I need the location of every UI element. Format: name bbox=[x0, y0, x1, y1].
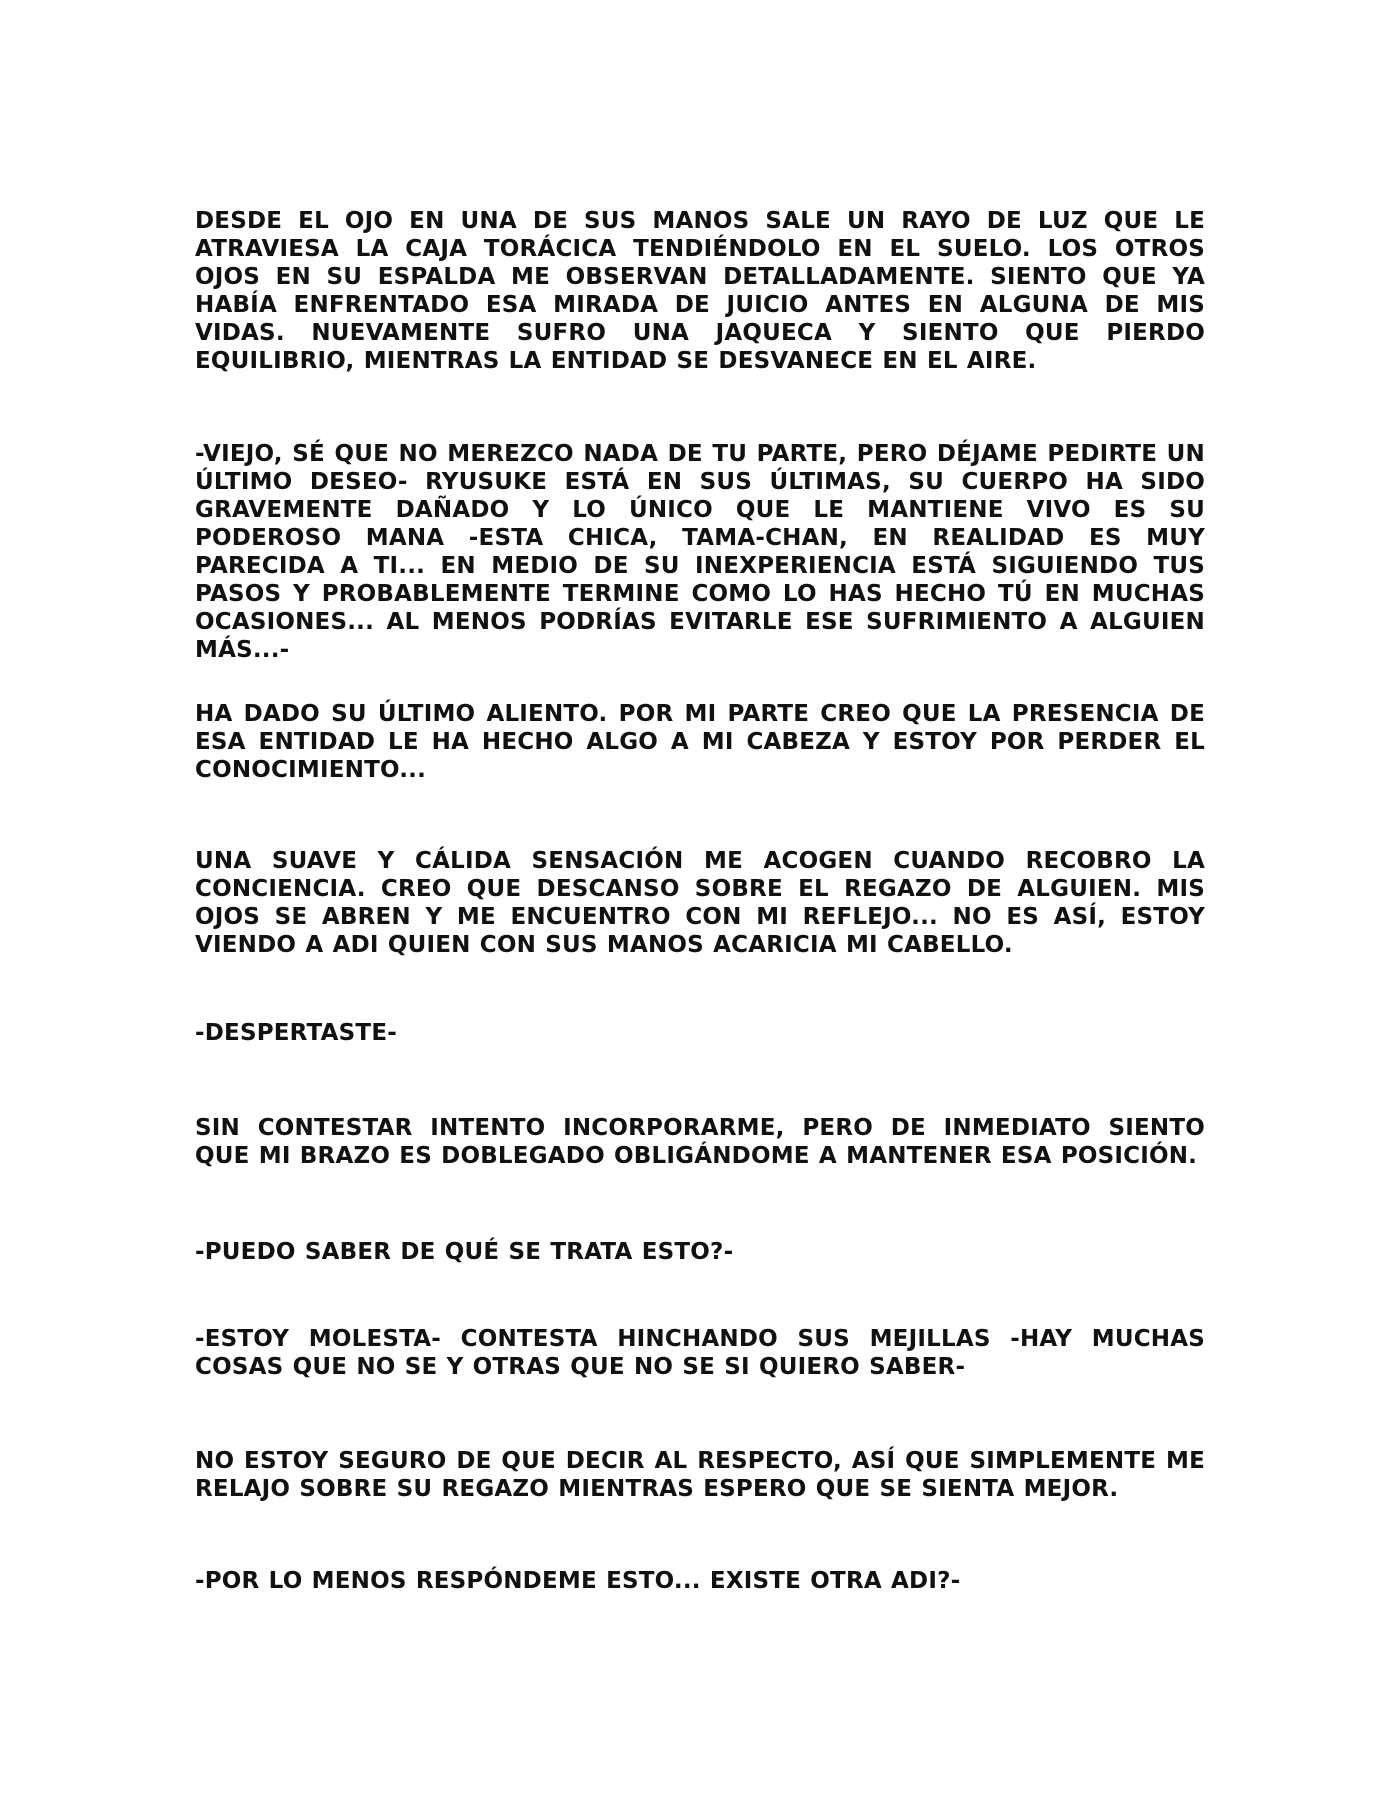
paragraph-2: -VIEJO, SÉ QUE NO MEREZCO NADA DE TU PARTE, PERO DÉJAME PEDIRTE UN ÚLTIMO DESEO- RYUSUKE ESTÁ EN SUS ÚLTIMAS, SU CUERPO HA SIDO GRAVEMENTE DAÑADO Y LO ÚNICO QUE LE MANTIENE VIVO ES SU PODEROSO MANA -ESTA CHICA, TAMA-CHAN, EN REALIDAD ES MUY PARECIDA A TI... EN MEDIO DE SU INEXPERIENCIA ESTÁ SIGUIENDO TUS PASOS Y PROBABLEMENTE TERMINE COMO LO HAS HECHO TÚ EN MUCHAS OCASIONES... AL MENOS PODRÍAS EVITARLE ESE SUFRIMIENTO A ALGUIEN MÁS...- bbox=[195, 441, 1205, 663]
paragraph-6: SIN CONTESTAR INTENTO INCORPORARME, PERO DE INMEDIATO SIENTO QUE MI BRAZO ES DOBLEGADO OBLIGÁNDOME A MANTENER ESA POSICIÓN. bbox=[195, 1115, 1205, 1169]
paragraph-9: NO ESTOY SEGURO DE QUE DECIR AL RESPECTO, ASÍ QUE SIMPLEMENTE ME RELAJO SOBRE SU REGAZO MIENTRAS ESPERO QUE SE SIENTA MEJOR. bbox=[195, 1448, 1205, 1502]
paragraph-4: UNA SUAVE Y CÁLIDA SENSACIÓN ME ACOGEN CUANDO RECOBRO LA CONCIENCIA. CREO QUE DESCANSO SOBRE EL REGAZO DE ALGUIEN. MIS OJOS SE ABREN Y ME ENCUENTRO CON MI REFLEJO... NO ES ASÍ, ESTOY VIENDO A ADI QUIEN CON SUS MANOS ACARICIA MI CABELLO. bbox=[195, 848, 1205, 958]
paragraph-3: HA DADO SU ÚLTIMO ALIENTO. POR MI PARTE CREO QUE LA PRESENCIA DE ESA ENTIDAD LE HA HECHO ALGO A MI CABEZA Y ESTOY POR PERDER EL CONOCIMIENTO... bbox=[195, 701, 1205, 783]
paragraph-1: DESDE EL OJO EN UNA DE SUS MANOS SALE UN RAYO DE LUZ QUE LE ATRAVIESA LA CAJA TORÁCICA TENDIÉNDOLO EN EL SUELO. LOS OTROS OJOS EN SU ESPALDA ME OBSERVAN DETALLADAMENTE. SIENTO QUE YA HABÍA ENFRENTADO ESA MIRADA DE JUICIO ANTES EN ALGUNA DE MIS VIDAS. NUEVAMENTE SUFRO UNA JAQUECA Y SIENTO QUE PIERDO EQUILIBRIO, MIENTRAS LA ENTIDAD SE DESVANECE EN EL AIRE. bbox=[195, 208, 1205, 374]
paragraph-10: -POR LO MENOS RESPÓNDEME ESTO... EXISTE OTRA ADI?- bbox=[195, 1568, 961, 1594]
paragraph-7: -PUEDO SABER DE QUÉ SE TRATA ESTO?- bbox=[195, 1239, 734, 1265]
paragraph-8: -ESTOY MOLESTA- CONTESTA HINCHANDO SUS MEJILLAS -HAY MUCHAS COSAS QUE NO SE Y OTRAS QUE NO SE SI QUIERO SABER- bbox=[195, 1326, 1205, 1380]
paragraph-5: -DESPERTASTE- bbox=[195, 1020, 397, 1046]
